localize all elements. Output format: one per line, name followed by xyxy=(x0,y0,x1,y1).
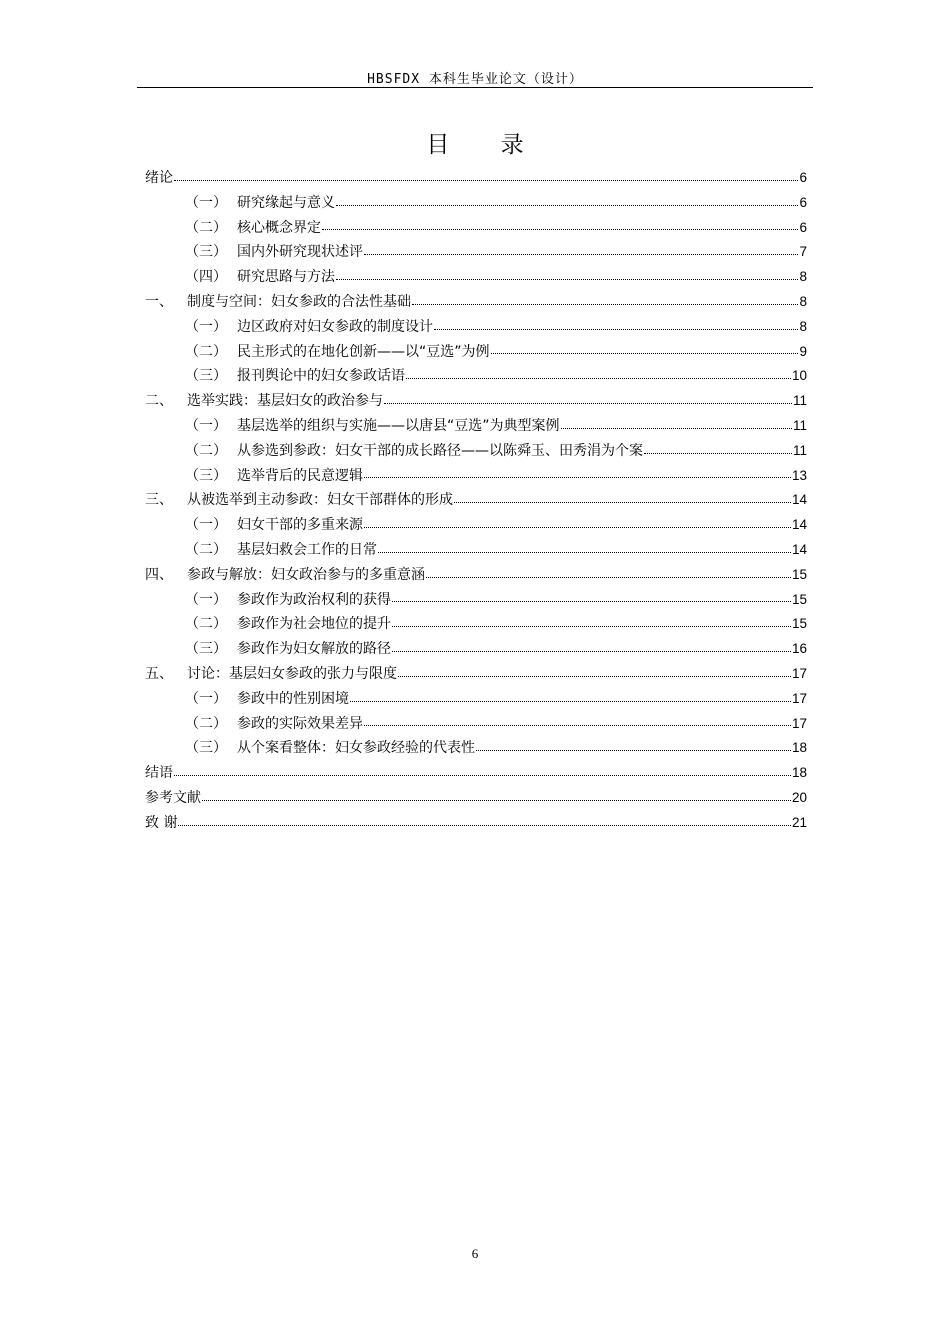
toc-entry-label: 制度与空间：妇女参政的合法性基础 xyxy=(187,293,411,310)
table-of-contents xyxy=(145,166,807,836)
toc-entry[interactable] xyxy=(145,811,807,836)
toc-leader-dots xyxy=(174,180,798,181)
toc-entry-label: 基层选举的组织与实施——以唐县“豆选”为典型案例 xyxy=(237,417,560,434)
toc-entry[interactable] xyxy=(145,340,807,365)
toc-entry-label: 报刊舆论中的妇女参政话语 xyxy=(237,368,405,385)
toc-entry-label: 结语 xyxy=(145,765,173,782)
toc-entry-label: 参政作为社会地位的提升 xyxy=(237,616,391,633)
toc-leader-dots xyxy=(434,329,798,330)
toc-entry-page: 14 xyxy=(791,492,807,508)
toc-entry-number: （一） xyxy=(185,417,227,434)
toc-entry-page: 11 xyxy=(792,417,807,433)
toc-entry[interactable] xyxy=(145,488,807,513)
toc-entry-number: （一） xyxy=(185,591,227,608)
toc-leader-dots xyxy=(364,254,798,255)
toc-entry-label: 参政作为妇女解放的路径 xyxy=(237,641,391,658)
toc-entry-page: 17 xyxy=(791,665,807,681)
toc-entry[interactable] xyxy=(145,761,807,786)
toc-entry[interactable] xyxy=(145,364,807,389)
toc-title: 目 录 xyxy=(426,132,546,158)
toc-entry-number: （二） xyxy=(185,343,227,360)
toc-entry-label: 边区政府对妇女参政的制度设计 xyxy=(237,318,433,335)
toc-entry-number: （二） xyxy=(185,442,227,459)
toc-entry-label: 绪论 xyxy=(145,170,173,186)
toc-entry-label: 从个案看整体：妇女参政经验的代表性 xyxy=(237,740,475,757)
toc-entry-number: 三、 xyxy=(145,492,173,509)
toc-entry-page: 20 xyxy=(791,789,807,805)
toc-entry-number: 五、 xyxy=(145,665,173,682)
toc-leader-dots xyxy=(384,403,792,404)
toc-entry-page: 17 xyxy=(791,715,807,731)
toc-entry[interactable] xyxy=(145,662,807,687)
toc-entry[interactable] xyxy=(145,240,807,265)
toc-entry-number: （一） xyxy=(185,194,227,211)
toc-entry[interactable] xyxy=(145,712,807,737)
toc-entry[interactable] xyxy=(145,588,807,613)
toc-entry-label: 国内外研究现状述评 xyxy=(237,244,363,261)
toc-entry-page: 18 xyxy=(791,740,807,756)
toc-entry-label: 研究缘起与意义 xyxy=(237,194,335,211)
toc-leader-dots xyxy=(398,676,791,677)
toc-entry[interactable] xyxy=(145,315,807,340)
toc-leader-dots xyxy=(350,701,791,702)
toc-entry-page: 14 xyxy=(791,517,807,533)
toc-entry-page: 11 xyxy=(792,442,807,458)
toc-entry-number: （三） xyxy=(185,641,227,658)
toc-entry-page: 8 xyxy=(799,293,807,309)
toc-entry-number: 四、 xyxy=(145,566,173,583)
toc-leader-dots xyxy=(392,626,791,627)
toc-leader-dots xyxy=(336,279,798,280)
toc-entry-page: 17 xyxy=(791,690,807,706)
toc-entry-page: 15 xyxy=(791,616,807,632)
toc-entry[interactable] xyxy=(145,166,807,191)
toc-entry-number: 二、 xyxy=(145,393,173,410)
toc-leader-dots xyxy=(561,428,792,429)
toc-entry-page: 14 xyxy=(791,541,807,557)
toc-leader-dots xyxy=(491,353,799,354)
running-header: HBSFDX 本科生毕业论文（设计） xyxy=(367,72,583,87)
toc-entry-number: （三） xyxy=(185,467,227,484)
toc-entry-label: 参政与解放：妇女政治参与的多重意涵 xyxy=(187,566,425,583)
toc-entry[interactable] xyxy=(145,563,807,588)
toc-leader-dots xyxy=(322,229,798,230)
toc-entry[interactable] xyxy=(145,389,807,414)
toc-entry-label: 核心概念界定 xyxy=(237,219,321,236)
toc-entry[interactable] xyxy=(145,216,807,241)
toc-entry[interactable] xyxy=(145,687,807,712)
toc-entry-number: （三） xyxy=(185,368,227,385)
toc-entry-number: （四） xyxy=(185,269,227,286)
toc-entry[interactable] xyxy=(145,265,807,290)
toc-entry[interactable] xyxy=(145,290,807,315)
toc-entry[interactable] xyxy=(145,786,807,811)
toc-entry-label: 选举背后的民意逻辑 xyxy=(237,467,363,484)
toc-entry[interactable] xyxy=(145,637,807,662)
toc-entry[interactable] xyxy=(145,513,807,538)
toc-entry-label: 参政作为政治权利的获得 xyxy=(237,591,391,608)
toc-entry-label: 民主形式的在地化创新——以“豆选”为例 xyxy=(237,343,490,360)
toc-entry-number: （二） xyxy=(185,541,227,558)
toc-leader-dots xyxy=(202,800,791,801)
toc-entry-number: （一） xyxy=(185,517,227,534)
toc-leader-dots xyxy=(378,552,791,553)
toc-entry-label: 选举实践：基层妇女的政治参与 xyxy=(187,393,383,410)
toc-entry-page: 16 xyxy=(791,641,807,657)
toc-entry-label: 参政的实际效果差异 xyxy=(237,715,363,732)
toc-entry-label: 基层妇救会工作的日常 xyxy=(237,541,377,558)
toc-entry[interactable] xyxy=(145,612,807,637)
toc-entry-page: 18 xyxy=(791,765,807,781)
toc-entry-page: 13 xyxy=(791,467,807,483)
footer-page-number: 6 xyxy=(471,1246,479,1261)
toc-entry[interactable] xyxy=(145,538,807,563)
toc-leader-dots xyxy=(336,205,798,206)
toc-entry[interactable] xyxy=(145,191,807,216)
toc-entry[interactable] xyxy=(145,439,807,464)
toc-entry-page: 15 xyxy=(791,566,807,582)
toc-entry-number: （一） xyxy=(185,690,227,707)
toc-entry-label: 讨论：基层妇女参政的张力与限度 xyxy=(187,665,397,682)
toc-entry-label: 研究思路与方法 xyxy=(237,269,335,286)
toc-entry[interactable] xyxy=(145,736,807,761)
toc-entry-page: 9 xyxy=(799,343,807,359)
toc-entry-page: 6 xyxy=(799,194,807,210)
toc-entry-page: 8 xyxy=(799,318,807,334)
header-rule xyxy=(137,87,813,88)
toc-entry-number: （三） xyxy=(185,740,227,757)
toc-entry-page: 7 xyxy=(799,244,807,260)
toc-leader-dots xyxy=(454,502,791,503)
toc-entry-number: 一、 xyxy=(145,293,173,310)
toc-leader-dots xyxy=(178,825,791,826)
toc-entry-number: （三） xyxy=(185,244,227,261)
toc-entry-page: 8 xyxy=(799,269,807,285)
toc-leader-dots xyxy=(174,775,791,776)
toc-entry-label: 从被选举到主动参政：妇女干部群体的形成 xyxy=(187,492,453,509)
toc-entry-label: 妇女干部的多重来源 xyxy=(237,517,363,534)
toc-leader-dots xyxy=(364,725,791,726)
toc-entry-page: 6 xyxy=(799,170,807,185)
toc-leader-dots xyxy=(476,750,791,751)
toc-leader-dots xyxy=(426,577,791,578)
toc-entry-label: 从参选到参政：妇女干部的成长路径——以陈舜玉、田秀涓为个案 xyxy=(237,442,643,459)
toc-leader-dots xyxy=(412,304,798,305)
toc-entry-number: （二） xyxy=(185,715,227,732)
toc-entry-number: （二） xyxy=(185,616,227,633)
toc-leader-dots xyxy=(406,378,791,379)
toc-entry-number: （二） xyxy=(185,219,227,236)
toc-entry[interactable] xyxy=(145,414,807,439)
toc-leader-dots xyxy=(644,453,792,454)
toc-entry-page: 10 xyxy=(791,368,807,384)
toc-entry-label: 参政中的性别困境 xyxy=(237,690,349,707)
toc-leader-dots xyxy=(392,651,791,652)
toc-entry-page: 15 xyxy=(791,591,807,607)
toc-leader-dots xyxy=(364,527,791,528)
toc-entry[interactable] xyxy=(145,464,807,489)
toc-entry-page: 11 xyxy=(792,393,807,409)
toc-entry-number: （一） xyxy=(185,318,227,335)
toc-entry-label: 参考文献 xyxy=(145,789,201,806)
toc-entry-page: 6 xyxy=(799,219,807,235)
toc-leader-dots xyxy=(392,601,791,602)
toc-leader-dots xyxy=(364,477,791,478)
toc-entry-label: 致 谢 xyxy=(145,814,178,831)
toc-entry-page: 21 xyxy=(791,814,807,830)
